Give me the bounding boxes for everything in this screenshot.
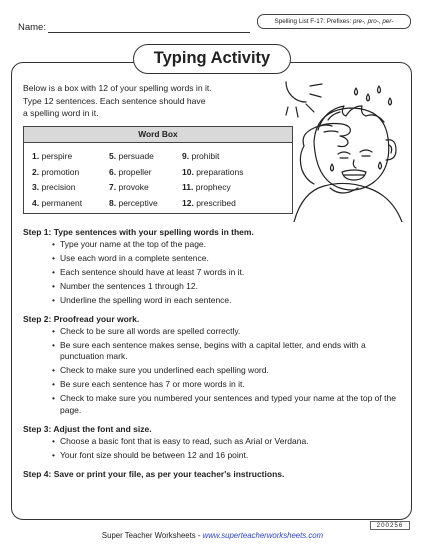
step-bullets [23, 436, 408, 461]
word-box [23, 126, 293, 214]
word-text: precision [41, 182, 76, 193]
step-bullet: • Be sure each sentence has 7 or more words in it. [60, 379, 408, 390]
step-bullet: • Each sentence should have at least 7 words in it. [60, 267, 408, 278]
word-number: 12. [182, 198, 194, 209]
word-box-title: Word Box [24, 127, 292, 143]
sun-icon [286, 82, 322, 117]
step-bullets [23, 239, 408, 306]
step-bullets [23, 326, 408, 416]
intro-line: Type 12 sentences. Each sentence should have [23, 95, 206, 106]
intro-line: Below is a box with 12 of your spelling words in it. [23, 83, 212, 93]
step-heading: Step 3: Adjust the font and size. [23, 423, 152, 434]
word-item [182, 180, 292, 196]
footer-text: Super Teacher Worksheets - [101, 531, 203, 540]
footer [0, 531, 425, 540]
word-number: 11. [182, 182, 194, 193]
word-item [182, 165, 292, 181]
step-heading: Step 2: Proofread your work. [23, 314, 140, 325]
word-box-grid [32, 149, 290, 212]
word-text: persuade [118, 151, 154, 161]
word-item [32, 180, 109, 196]
step-bullet: • Choose a basic font that is easy to read, such as Arial or Verdana. [60, 436, 408, 447]
word-text: perceptive [118, 198, 158, 209]
step-bullet: • Be sure each sentence makes sense, begins with a capital letter, and ends with a punctuation mark. [60, 340, 408, 362]
spelling-list-tag [257, 14, 411, 29]
word-text: prohibit [191, 151, 220, 161]
footer-link[interactable]: www.superteacherworksheets.com [202, 531, 324, 540]
intro-text [23, 82, 263, 120]
instruction-steps [23, 226, 408, 487]
step-bullet: • Check to be sure all words are spelled correctly. [60, 326, 408, 337]
step-4 [23, 468, 408, 480]
step-heading: Step 1: Type sentences with your spelling words in them. [23, 227, 254, 237]
word-text: prophecy [195, 182, 231, 193]
sweat-drops-icon [355, 86, 392, 105]
word-item [182, 149, 292, 165]
word-number: 9. [182, 151, 190, 161]
step-bullet: • Number the sentences 1 through 12. [60, 281, 408, 292]
word-item [32, 149, 109, 165]
step-bullet: • Check to make sure you numbered your sentences and typed your name at the top of the page. [60, 393, 408, 415]
word-number: 4. [32, 198, 40, 209]
worksheet-code: 200256 [370, 521, 410, 530]
spelling-list-text: Spelling List F-17: Prefixes: [274, 18, 353, 25]
spelling-list-prefixes: pre-, pro-, per- [352, 18, 394, 25]
word-number: 8. [109, 198, 117, 209]
word-text: propeller [118, 166, 152, 177]
word-number: 5. [109, 151, 117, 161]
word-text: permanent [41, 198, 83, 209]
word-number: 1. [32, 151, 40, 161]
word-item [109, 149, 182, 165]
step-heading: Step 4: Save or print your file, as per your teacher's instructions. [23, 469, 285, 480]
page-title: Typing Activity [133, 44, 291, 74]
word-item [32, 196, 109, 212]
word-number: 7. [109, 182, 117, 193]
word-number: 2. [32, 166, 40, 177]
word-item [109, 196, 182, 212]
step-bullet: • Your font size should be between 12 and 16 point. [60, 450, 408, 461]
word-item [109, 180, 182, 196]
word-text: perspire [41, 151, 73, 161]
word-text: promotion [41, 166, 80, 177]
intro-line: a spelling word in it. [23, 108, 99, 118]
word-text: prescribed [196, 198, 236, 209]
step-bullet: • Use each word in a complete sentence. [60, 253, 408, 264]
step-2 [23, 313, 408, 416]
word-item [32, 165, 109, 181]
name-label: Name: [18, 22, 46, 33]
word-item [182, 196, 292, 212]
word-text: preparations [196, 166, 244, 177]
step-bullet: • Check to make sure you underlined each spelling word. [60, 365, 408, 376]
word-number: 3. [32, 182, 40, 193]
step-bullet: • Type your name at the top of the page. [60, 239, 408, 250]
word-text: provoke [118, 182, 149, 193]
name-line [48, 32, 250, 33]
word-number: 10. [182, 166, 194, 177]
step-1 [23, 226, 408, 306]
word-number: 6. [109, 166, 117, 177]
sweating-boy-illustration [284, 80, 412, 222]
word-item [109, 165, 182, 181]
step-bullet: • Underline the spelling word in each sentence. [60, 295, 408, 306]
step-3 [23, 423, 408, 461]
